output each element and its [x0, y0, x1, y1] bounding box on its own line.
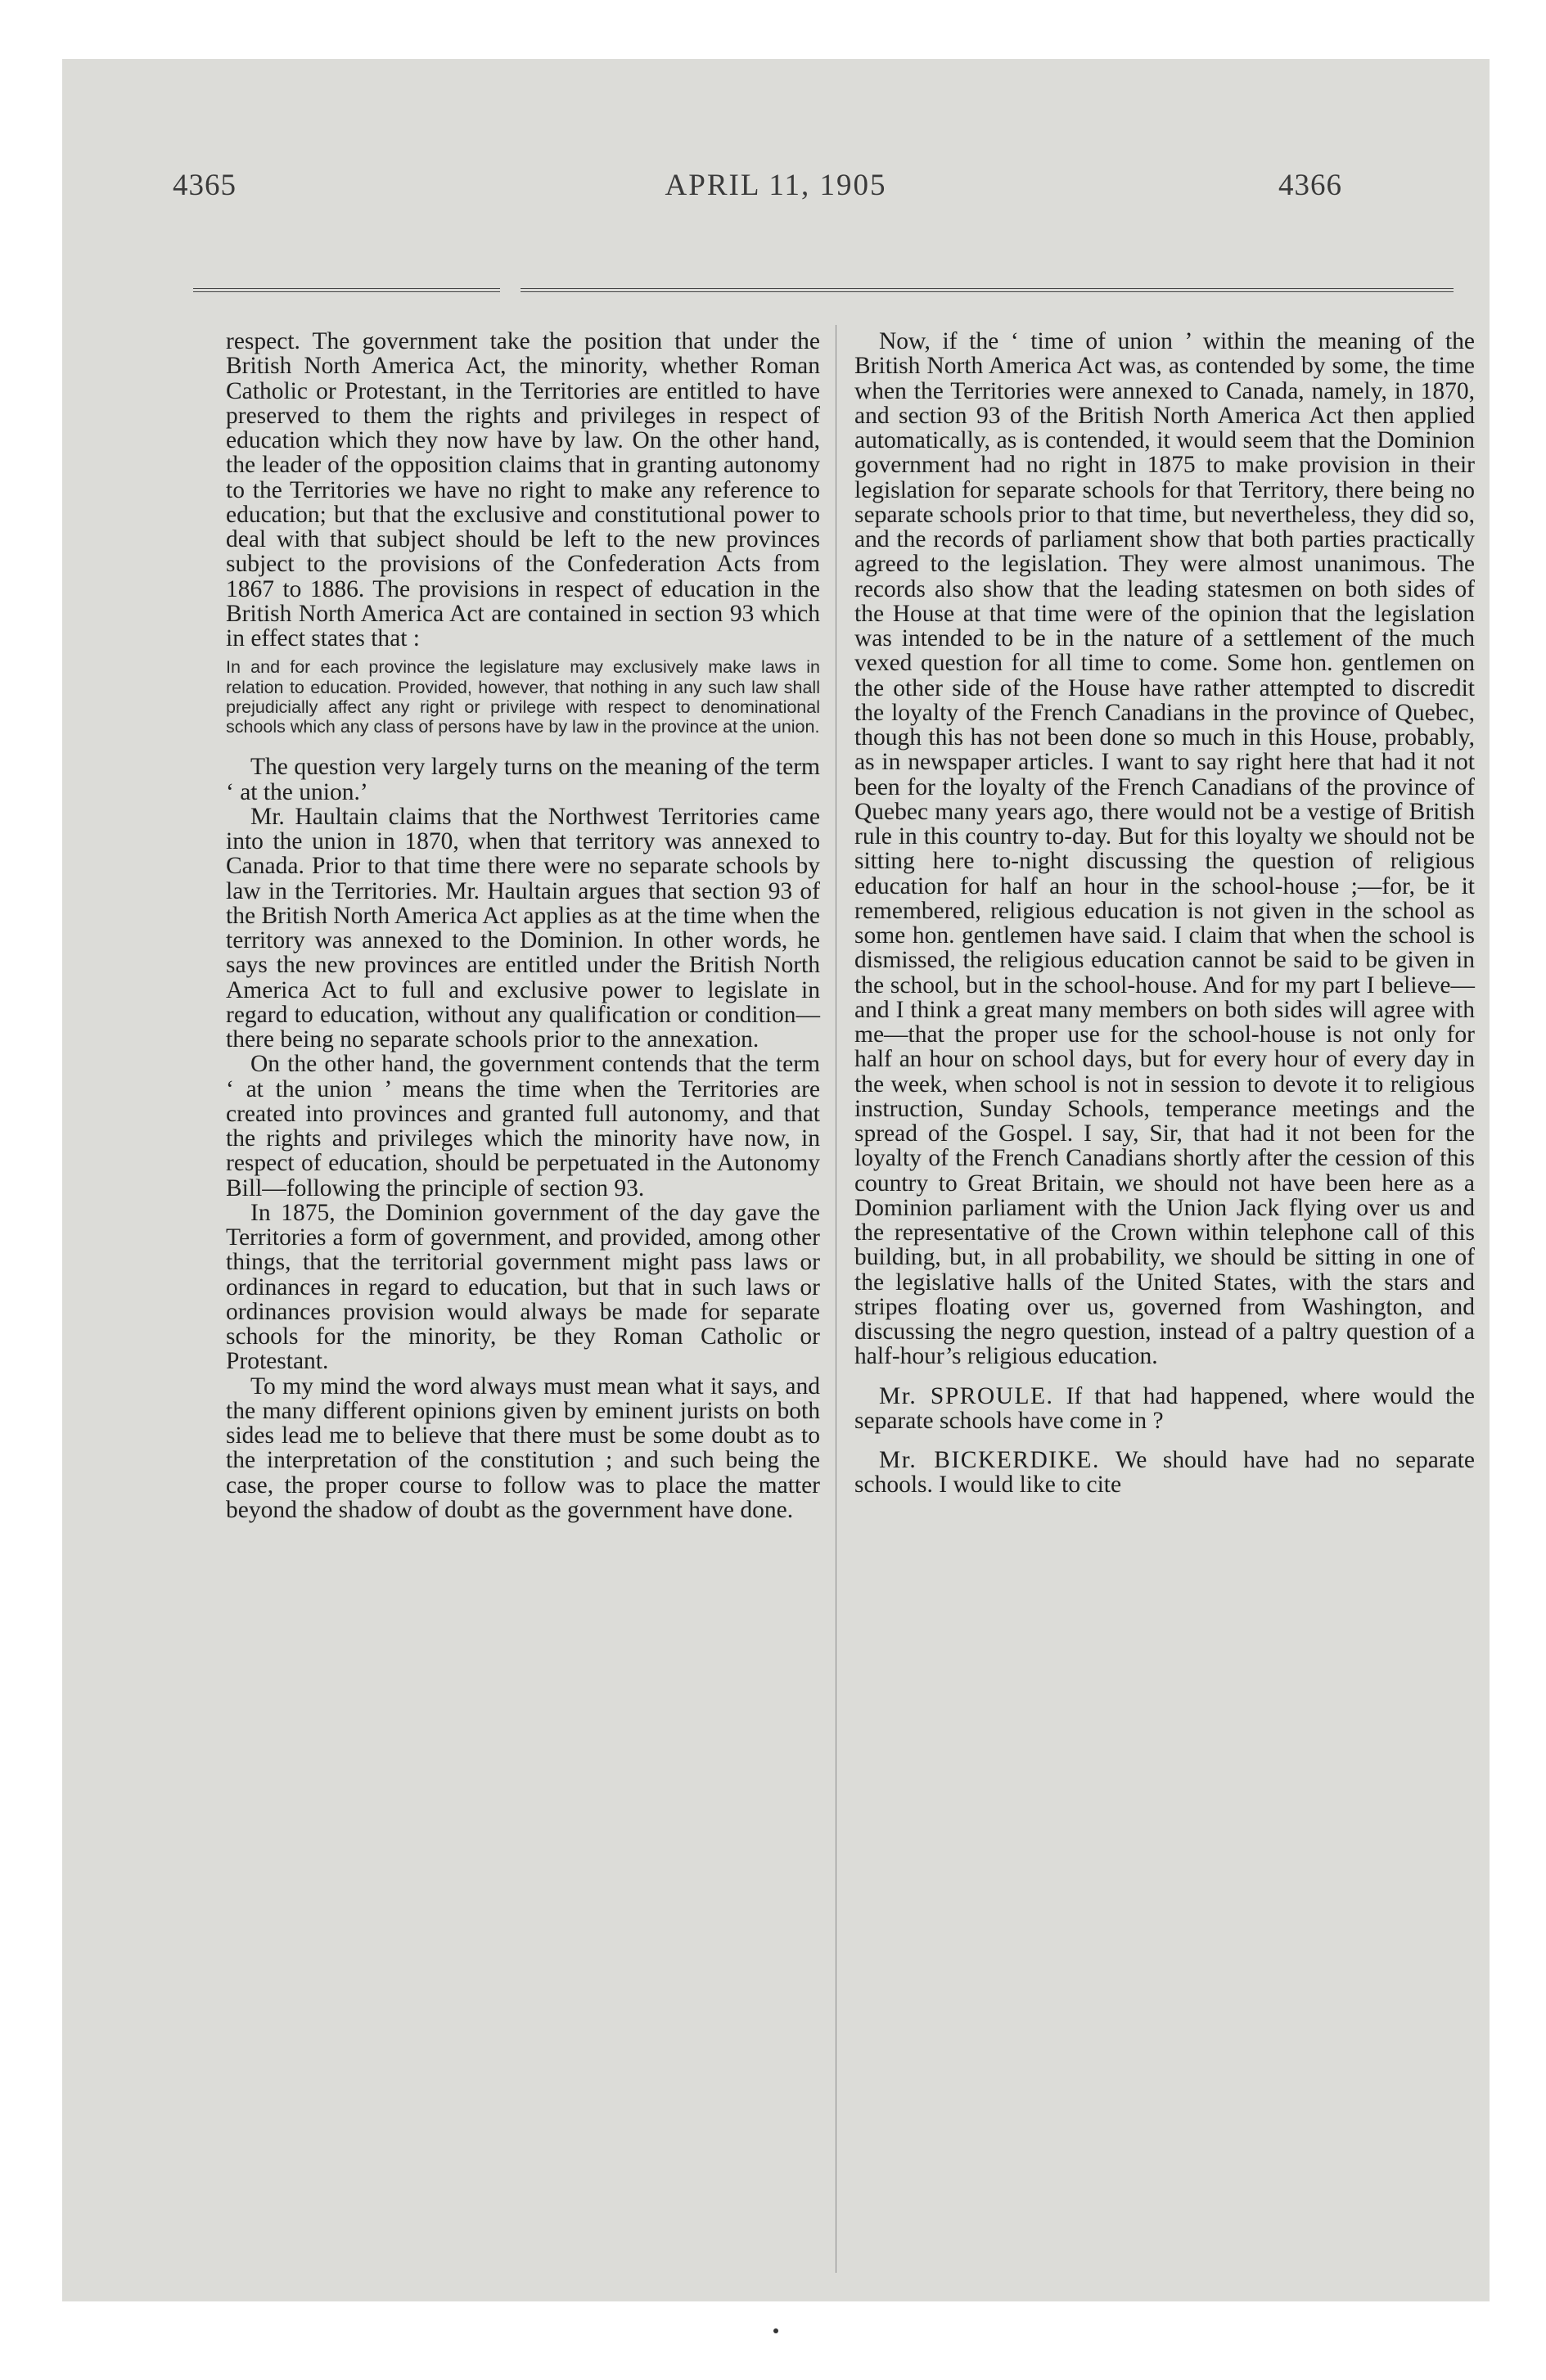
left-paragraph-1: respect. The government take the position that under the British North America Act, the minority, whether Roman Catholic or Protestant, in the Territories are entitled to have preserved to them the rights and privileges in respect of education which they now have by law. On the other hand, the leader of the opposition claims that in granting autonomy to the Territories we have no right to make any reference to education; but that the exclusive and constitutional power to deal with that subject should be left to the new provinces subject to the provisions of the Confederation Acts from 1867 to 1886. The provisions in respect of education in the British North America Act are contained in section 93 which in effect states that : — [226, 328, 820, 651]
page-number-right: 4366 — [1278, 169, 1342, 202]
speech-text: We should have had no separate schools. I would like to cite — [854, 1447, 1476, 1499]
speech-text: If that had happened, where would the separate schools have come in ? — [854, 1382, 1475, 1434]
left-paragraph-6: To my mind the word always must mean what it says, and the many different opinions given by eminent jurists on both sides lead me to believe that there must be some doubt as to the interpretation of the constitution ; and such being the case, the proper course to follow was to place the matter beyond the shadow of doubt as the government have done. — [226, 1373, 820, 1523]
header-date: APRIL 11, 1905 — [665, 169, 887, 202]
speaker-name: Mr. BICKERDIKE. — [879, 1447, 1100, 1473]
page-header — [62, 168, 1490, 217]
left-paragraph-4: On the other hand, the government contends that the term ‘ at the union ’ means the time when the Territories are created into provinces and granted full autonomy, and that the rights and privileges which the minority have now, in respect of education, should be perpetuated in the Autonomy Bill—following the principle of section 93. — [226, 1051, 820, 1201]
left-paragraph-3: Mr. Haultain claims that the Northwest Territories came into the union in 1870, when that territory was annexed to Canada. Prior to that time there were no separate schools by law in the Territories. Mr. Haultain argues that section 93 of the British North America Act applies as at the time when the territory was annexed to the Dominion. In other words, he says the new provinces are entitled under the British North America Act to full and exclusive power to legislate in regard to education, without any qualification or condition—there being no separate schools prior to the annexation. — [226, 803, 820, 1053]
statute-quote: In and for each province the legislature may exclusively make laws in relation to education. Provided, however, that nothing in any such law shall prejudicially affect any right or privilege with respect to denominational schools which any class of persons have by law in the province at the union. — [226, 657, 820, 737]
page-number-left: 4365 — [173, 169, 237, 202]
header-rule-left — [193, 288, 500, 292]
bickerdike-paragraph — [854, 1448, 1475, 1498]
speaker-name: Mr. SPROULE. — [879, 1382, 1054, 1409]
header-rule-right — [521, 288, 1454, 292]
page-sheet — [62, 59, 1490, 2301]
left-paragraph-5: In 1875, the Dominion government of the day gave the Territories a form of government, and provided, among other things, that the territorial government might pass laws or ordinances in regard to education, but that in such laws or ordinances provision would always be made for separate schools for the minority, be they Roman Catholic or Protestant. — [226, 1199, 820, 1375]
left-column — [226, 329, 820, 1522]
right-column — [854, 329, 1475, 1498]
right-paragraph-1: Now, if the ‘ time of union ’ within the meaning of the British North America Act was, as contended by some, the time when the Territories were annexed to Canada, namely, in 1870, and section 93 of the British North America Act then applied automatically, as is contended, it would seem that the Dominion government had no right in 1875 to make provision in their legislation for separate schools for that Territory, there being no separate schools prior to that time, but nevertheless, they did so, and the records of parliament show that both parties practically agreed to the legislation. They were almost unanimous. The records also show that the leading statesmen on both sides of the House at that time were of the opinion that the legislation was intended to be in the nature of a settlement of the much vexed question for all time to come. Some hon. gentlemen on the other side of the House have rather attempted to discredit the loyalty of the French Canadians in the province of Quebec, though this has not been done so much in this House, probably, as in newspaper articles. I want to say right here that had it not been for the loyalty of the French Canadians of the province of Quebec many years ago, there would not be a vestige of British rule in this country to-day. But for this loyalty we should not be sitting here to-night discussing the question of religious education for half an hour in the school-house ;—for, be it remembered, religious education is not given in the school as some hon. gentlemen have said. I claim that when the school is dismissed, the religious education cannot be said to be given in the school, but in the school-house. And for my part I believe—and I think a great many members on both sides will agree with me—that the proper use for the school-house is not only for half an hour on school days, but for every hour of every day in the week, when school is not in session to devote it to religious instruction, Sunday Schools, temperance meetings and the spread of the Gospel. I say, Sir, that had it not been for the loyalty of the French Canadians shortly after the cession of this country to Great Britain, we should not have been here as a Dominion parliament with the Union Jack flying over us and the representative of the Crown within telephone call of this building, but, in all probability, we should be sitting in one of the legislative halls of the United States, with the stars and stripes floating over us, governed from Washington, and discussing the negro question, instead of a paltry question of a half-hour’s religious education. — [854, 328, 1475, 1370]
ink-speck — [773, 2328, 778, 2333]
sproule-paragraph — [854, 1384, 1475, 1434]
left-paragraph-2: The question very largely turns on the meaning of the term ‘ at the union.’ — [226, 754, 820, 805]
